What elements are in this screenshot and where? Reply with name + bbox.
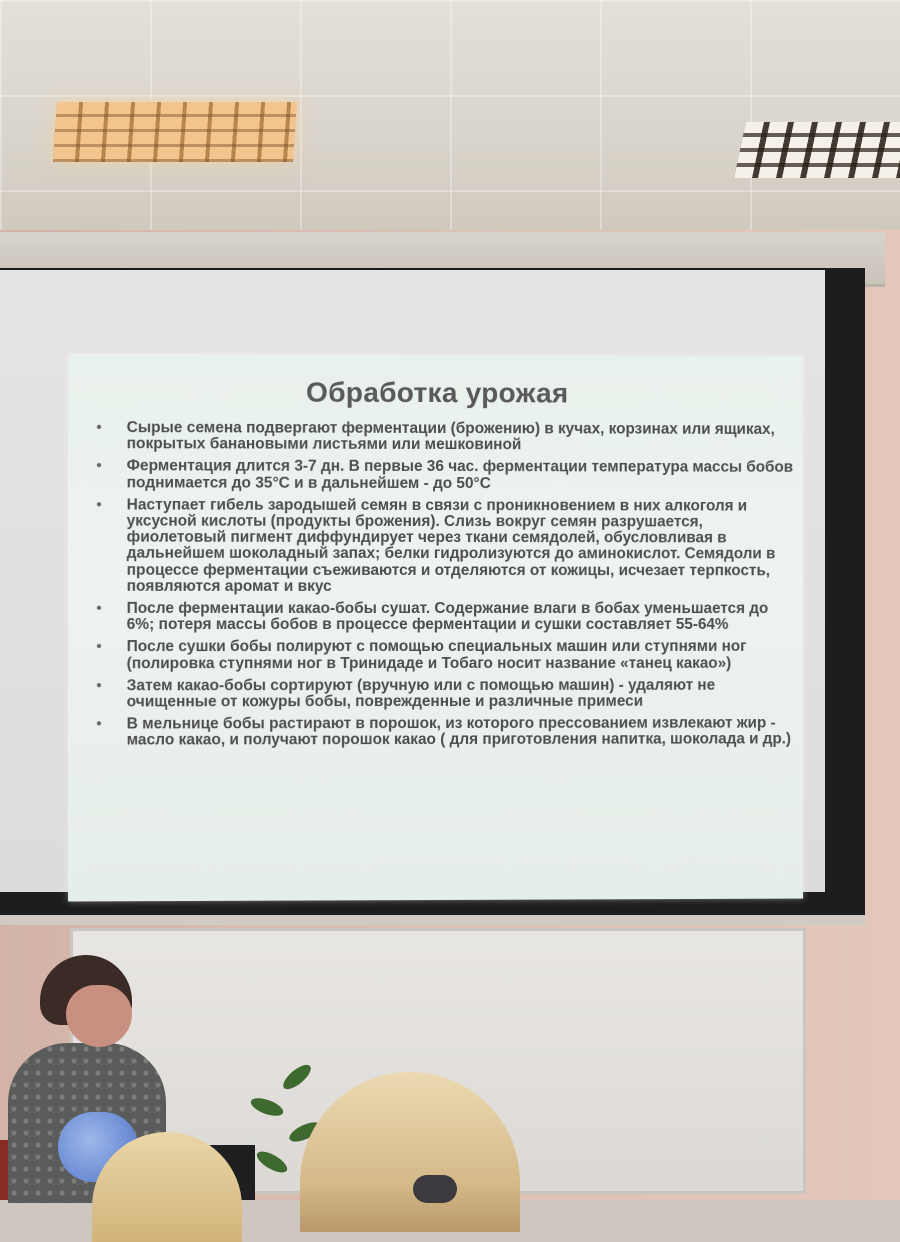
leaf	[254, 1147, 290, 1176]
bullet-text: Наступает гибель зародышей семян в связи с проникновением в них алкоголя и уксусной кислоты (продукты брожения). Слизь вокруг семян разрушается, фиолетовый пигмент диффундирует через ткани семядолей, обусловливая в дальнейшем шоколадный запах; белки гидролизуются до аминокислот. Семядоли в процессе ферментации съеживаются и отделяются от кожицы, исчезает терпкость, появляются аромат и вкус	[126, 496, 776, 595]
ceiling-light-left	[53, 102, 297, 162]
bullet-text: Сырые семена подвергают ферментации (брожению) в кучах, корзинах или ящиках, покрытых банановыми листьями или мешковиной	[126, 419, 775, 454]
bullet-marker: •	[96, 457, 102, 475]
bullet-marker: •	[96, 638, 102, 656]
screen-bottom-bar	[0, 915, 865, 925]
leaf	[249, 1095, 286, 1120]
bullet-item	[96, 497, 796, 595]
bullet-text: После сушки бобы полируют с помощью специальных машин или ступнями ног (полировка ступнями ног в Тринидаде и Тобаго носит название «танец какао»)	[126, 638, 747, 672]
slide-title: Обработка урожая	[306, 376, 569, 409]
bullet-item	[96, 601, 796, 634]
bullet-item	[96, 420, 796, 454]
bullet-marker: •	[96, 418, 102, 437]
lecturer-face	[66, 985, 132, 1047]
ceiling-light-right	[734, 122, 900, 178]
bullet-text: В мельнице бобы растирают в порошок, из которого прессованием извлекают жир - масло какао, и получают порошок какао ( для приготовления напитка, шоколада и др.)	[126, 714, 792, 749]
bullet-marker: •	[96, 496, 102, 514]
bullet-item	[96, 678, 796, 711]
bullet-marker: •	[96, 715, 102, 733]
bullet-text: Затем какао-бобы сортируют (вручную или с помощью машин) - удаляют не очищенные от кожуры бобы, поврежденные и различные примеси	[126, 676, 716, 711]
bullet-marker: •	[96, 599, 102, 617]
bullet-item	[96, 459, 796, 493]
bullet-item	[96, 716, 796, 749]
leaf	[279, 1061, 314, 1094]
slide-bullet-list	[96, 420, 796, 755]
bullet-marker: •	[96, 677, 102, 695]
presentation-slide	[68, 354, 803, 902]
bullet-item	[96, 639, 796, 672]
hair-tie	[413, 1175, 457, 1203]
bullet-text: Ферментация длится 3-7 дн. В первые 36 час. ферментации температура массы бобов поднимается до 35°С и в дальнейшем - до 50°С	[126, 457, 794, 492]
bullet-text: После ферментации какао-бобы сушат. Содержание влаги в бобах уменьшается до 6%; потеря массы бобов в процессе ферментации и сушки составляет 55-64%	[126, 599, 769, 634]
